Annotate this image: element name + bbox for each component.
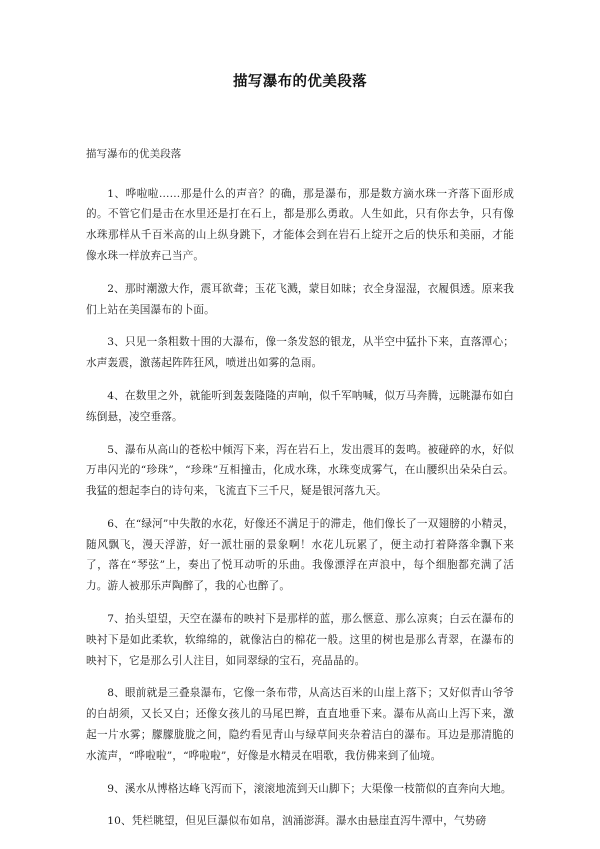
paragraph-10: 10、凭栏眺望，但见巨瀑似布如帛，汹涌澎湃。瀑水由悬崖直泻牛潭中，气势磅 [107, 815, 487, 828]
document-body [86, 0, 514, 832]
paragraph-9: 9、溪水从博格达峰飞泻而下，滚滚地流到天山脚下；大渠像一枝箭似的直奔向大地。 [107, 782, 512, 795]
paragraph-list [86, 162, 514, 833]
paragraph-6: 6、在“绿河”中失散的水花，好像还不满足于的滞走，他们像长了一双翅膀的小精灵，随风飘飞，漫天浮游，好一派壮丽的景象啊！水花儿玩累了，便主动打着降落伞飘下来了，落在“琴弦”上，奏出了悦耳动听的乐曲。我像漂浮在声浪中，每个细胞都充满了活力。游人被那乐声陶醉了，我的心也醉了。 [86, 517, 514, 593]
paragraph-4: 4、在数里之外，就能听到轰轰隆隆的声响，似千军呐喊，似万马奔腾，远眺瀑布如白练倒悬，凌空垂落。 [86, 389, 514, 423]
paragraph-5: 5、瀑布从高山的苍松中倾泻下来，泻在岩石上，发出震耳的轰鸣。被碰碎的水，好似万串闪光的“珍珠”，“珍珠”互相撞击，化成水珠，水珠变成雾气，在山腰织出朵朵白云。我猛的想起李白的诗句来，飞流直下三千尺，疑是银河落九天。 [86, 443, 514, 498]
paragraph-1: 1、哗啦啦……那是什么的声音？的确，那是瀑布，那是数方滴水珠一齐落下面形成的。不管它们是击在水里还是打在石上，都是那么勇敢。人生如此，只有你去争，只有像水珠那样从千百米高的山上纵身跳下，才能体会到在岩石上绽开之后的快乐和美丽，才能像水珠一样放弃己当产。 [86, 187, 514, 262]
paragraph-3: 3、只见一条粗数十围的大瀑布，像一条发怒的银龙，从半空中猛扑下来，直落潭心；水声轰震，激荡起阵阵狂风，喷迸出如雾的急雨。 [86, 336, 514, 370]
paragraph-7: 7、抬头望望，天空在瀑布的映衬下是那样的蓝，那么惬意、那么凉爽；白云在瀑布的映衬下是如此柔软，软绵绵的，就像沾白的棉花一般。这里的树也是那么青翠，在瀑布的映衬下，它是那么引人注目，如同翠绿的宝石，亮晶晶的。 [86, 613, 514, 667]
paragraph-2: 2、那时潮激大作，震耳欲聋；玉花飞溅，蒙目如昧；衣全身湿湿，衣履俱透。原来我们上站在美国瀑布的卜面。 [86, 282, 514, 316]
paragraph-8: 8、眼前就是三叠泉瀑布，它像一条布带，从高达百米的山崖上落下；又好似青山爷爷的白胡须，又长又白；还像女孩儿的马尾巴辫，直直地垂下来。瀑布从高山上泻下来，激起一片水雾；朦朦胧胧之间，隐约看见青山与绿草间夹杂着洁白的瀑布。耳边是那清脆的水流声，“哗啦啦”，“哗啦啦”，好像是水精灵在唱歌，我仿佛来到了仙境。 [86, 687, 514, 762]
page-title: 描写瀑布的优美段落 [232, 74, 368, 90]
document-subtitle: 描写瀑布的优美段落 [86, 147, 182, 160]
